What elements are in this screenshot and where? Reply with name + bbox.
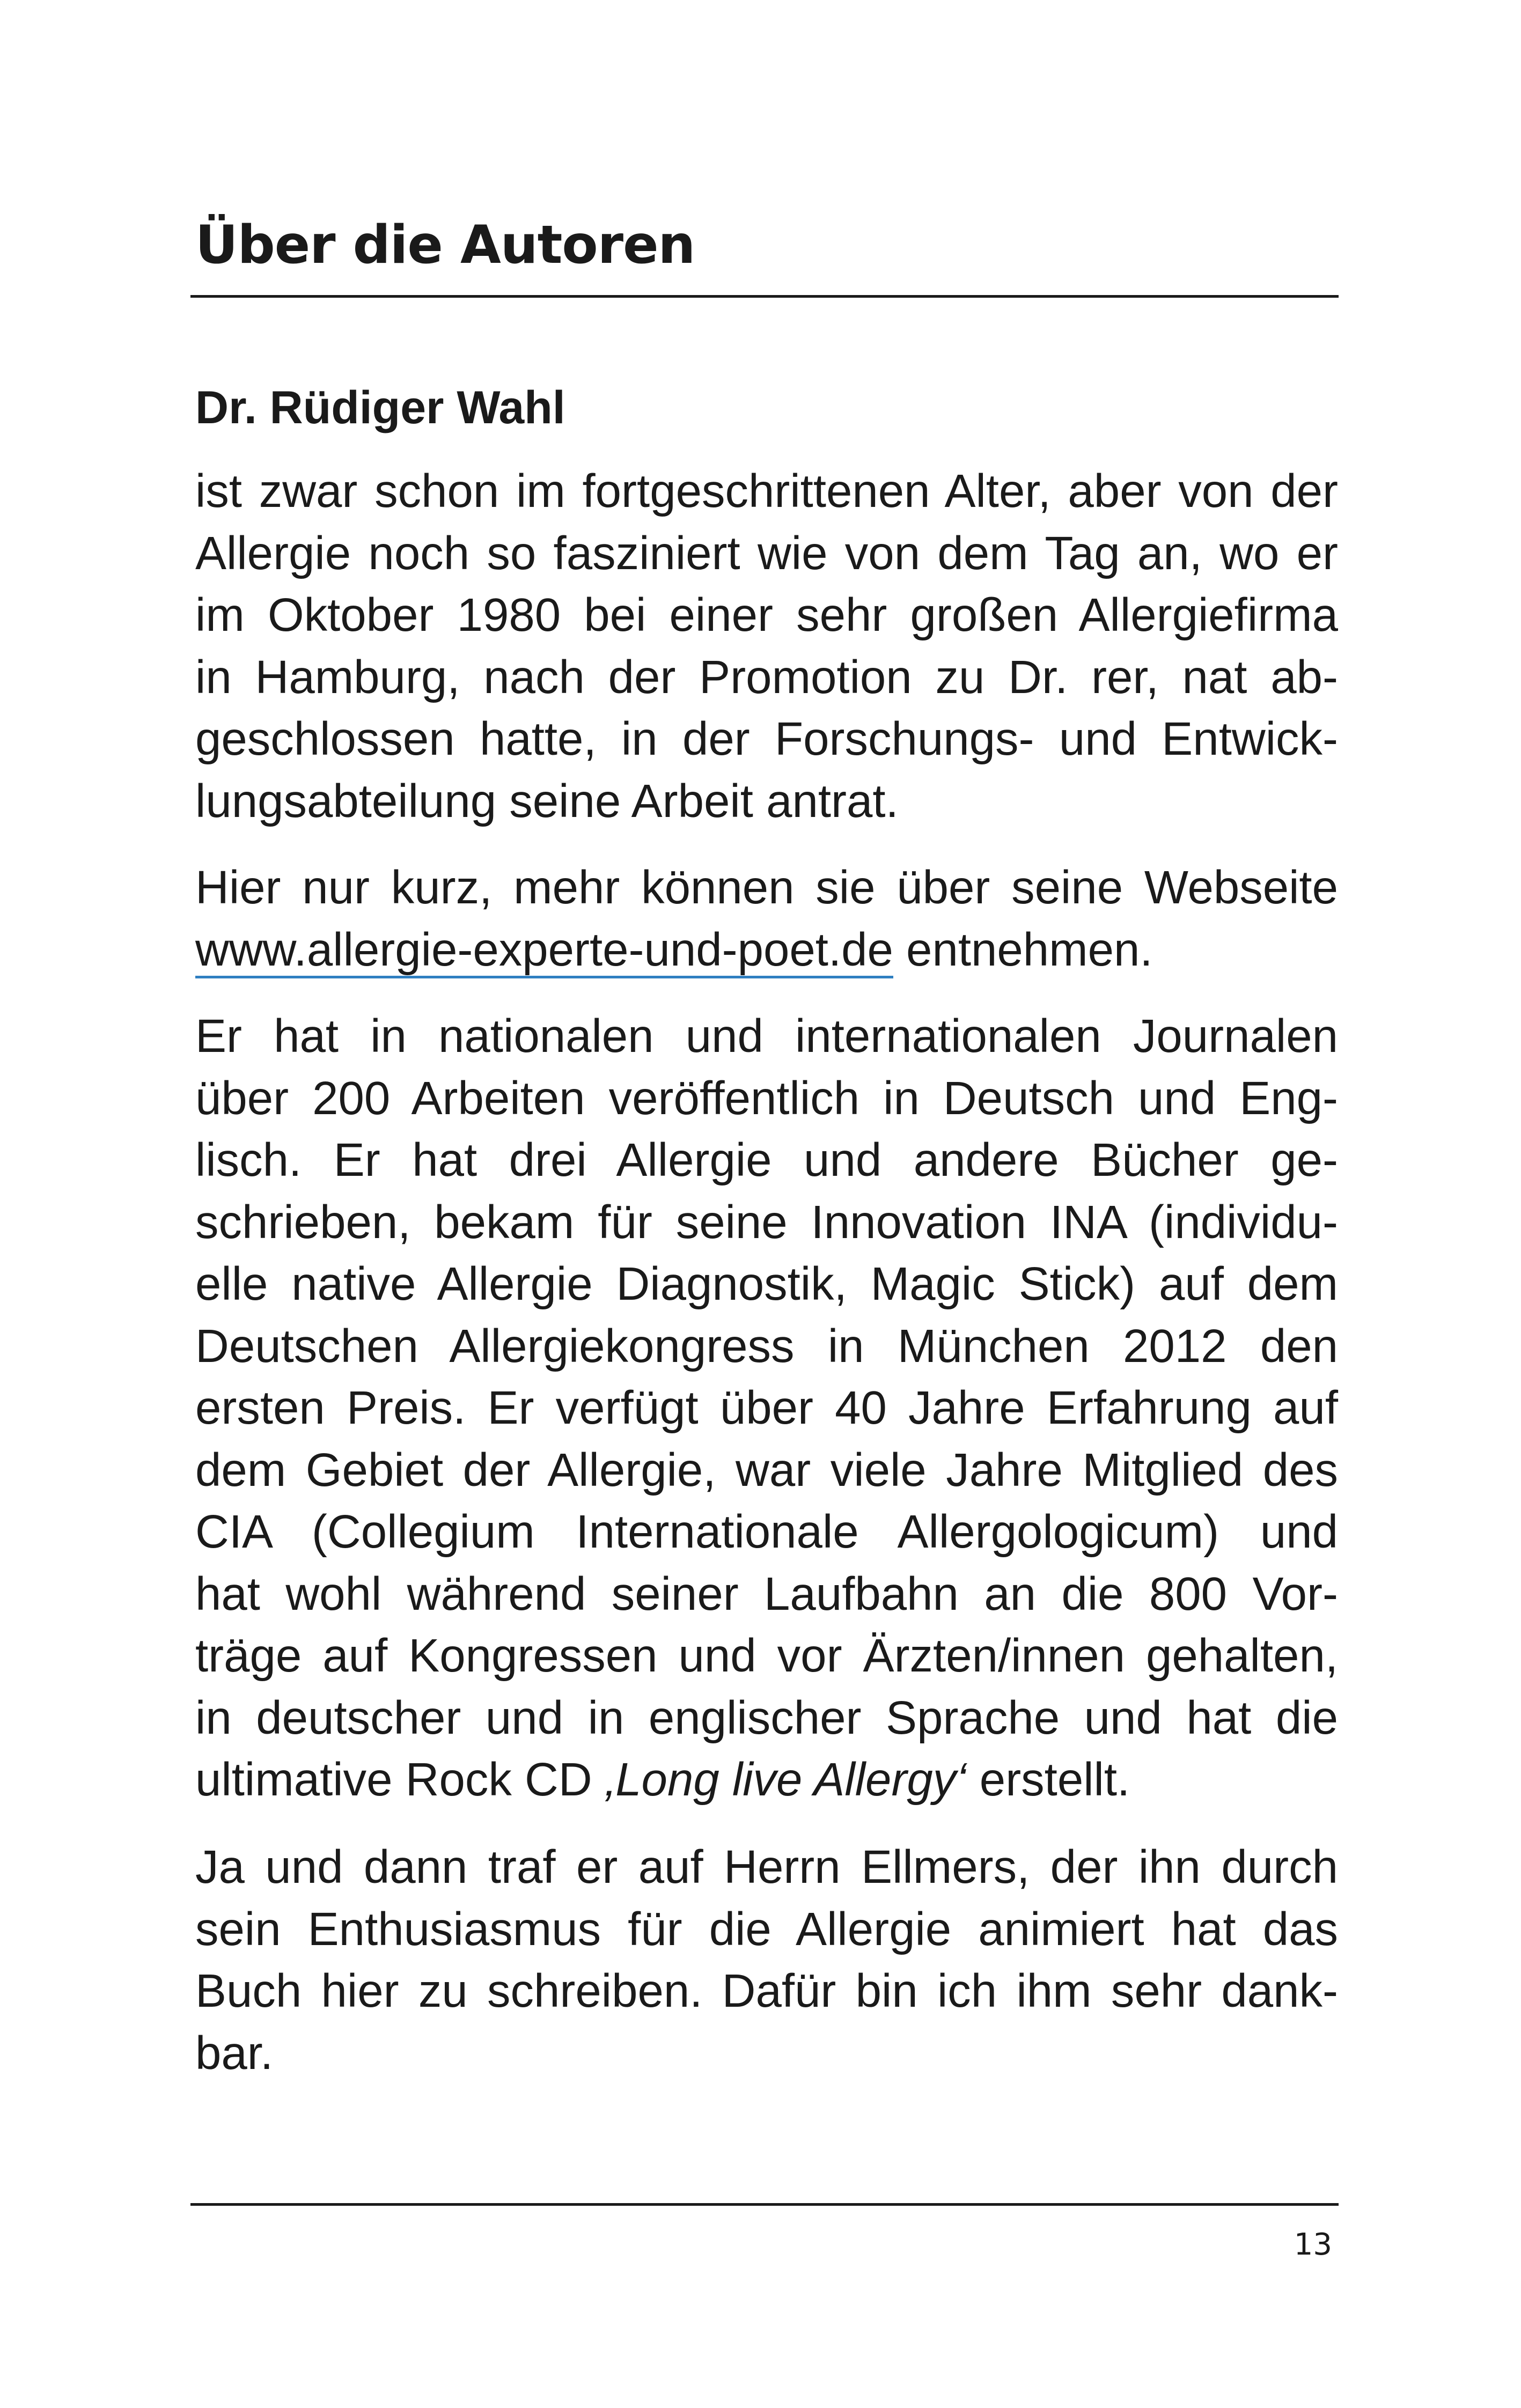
page-number: 13 [1294,2227,1332,2262]
paragraph-line: geschlossen hatte, in der Forschungs- und Entwick- [195,713,1338,765]
paragraph-line: Ja und dann traf er auf Herrn Ellmers, der ihn durch [195,1841,1338,1893]
chapter-heading: Über die Autoren [195,215,695,276]
paragraph-website [195,857,1338,981]
paragraph-line [195,1749,1338,1811]
paragraph-line: Allergie noch so fasziniert wie von dem Tag an, wo er [195,527,1338,579]
paragraph-line: Er hat in nationalen und internationalen Journalen [195,1010,1338,1062]
paragraph-line: ist zwar schon im fortgeschrittenen Alter, aber von der [195,465,1338,517]
paragraph-line: lungsabteilung seine Arbeit antrat. [195,775,899,827]
paragraph-line: in deutscher und in englischer Sprache und hat die [195,1691,1338,1744]
footer-divider [190,2203,1339,2206]
paragraph-line: bar. [195,2027,274,2079]
paragraph-closing [195,1836,1338,2084]
heading-divider [190,295,1339,298]
author-name: Dr. Rüdiger Wahl [195,382,565,433]
paragraph-line: Hier nur kurz, mehr können sie über seine Webseite [195,861,1338,914]
paragraph-line: hat wohl während seiner Laufbahn an die 800 Vor- [195,1567,1338,1620]
paragraph-achievements [195,1005,1338,1811]
text-before-title: ultimative Rock CD [195,1754,605,1806]
paragraph-line: Deutschen Allergiekongress in München 2012 den [195,1320,1338,1372]
paragraph-line: CIA (Collegium Internationale Allergologicum) und [195,1506,1338,1558]
paragraph-line: in Hamburg, nach der Promotion zu Dr. rer, nat ab- [195,651,1338,703]
paragraph-intro [195,460,1338,832]
paragraph-line: ersten Preis. Er verfügt über 40 Jahre Erfahrung auf [195,1382,1338,1434]
paragraph-line [195,919,1338,981]
text-after-title: erstellt. [966,1754,1130,1806]
paragraph-line: im Oktober 1980 bei einer sehr großen Allergiefirma [195,589,1338,641]
paragraph-line: Buch hier zu schreiben. Dafür bin ich ihm sehr dank- [195,1965,1338,2017]
paragraph-line: elle native Allergie Diagnostik, Magic Stick) auf dem [195,1258,1338,1310]
link-trailing-text: entnehmen. [893,923,1153,976]
cd-title: ‚Long live Allergy‘ [605,1754,967,1806]
paragraph-line: sein Enthusiasmus für die Allergie animiert hat das [195,1903,1338,1955]
paragraph-line: schrieben, bekam für seine Innovation INA (individu- [195,1196,1338,1248]
paragraph-line: über 200 Arbeiten veröffentlich in Deutsch und Eng- [195,1072,1338,1124]
website-link[interactable]: www.allergie-experte-und-poet.de [195,924,893,978]
paragraph-line: träge auf Kongressen und vor Ärzten/innen gehalten, [195,1630,1338,1682]
paragraph-line: lisch. Er hat drei Allergie und andere Bücher ge- [195,1134,1338,1186]
paragraph-line: dem Gebiet der Allergie, war viele Jahre Mitglied des [195,1444,1338,1496]
